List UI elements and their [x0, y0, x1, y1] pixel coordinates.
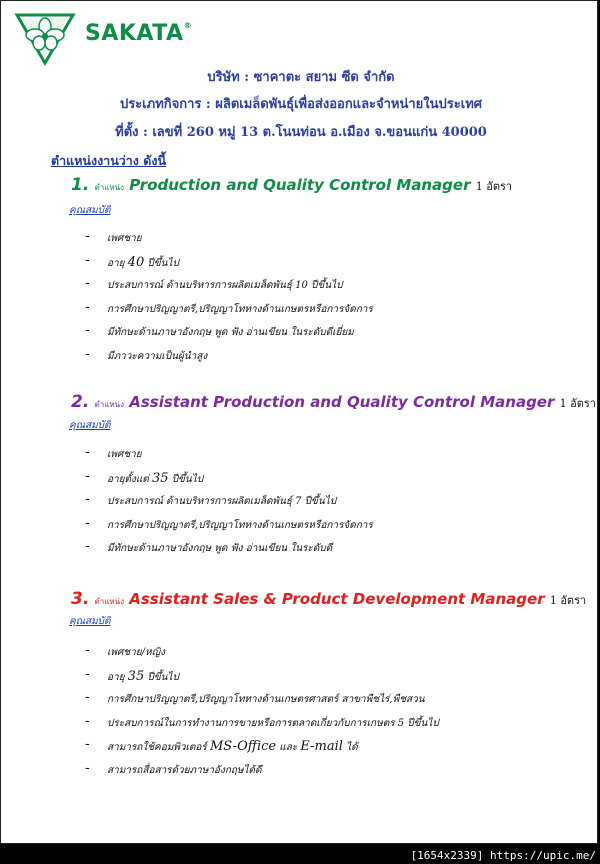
qualification-label-3: คุณสมบัติ [69, 616, 111, 627]
list-item: - ประสบการณ์ ด้านบริหารการผลิตเมล็ดพันธุ์ 7 ปีขึ้นไป [85, 494, 373, 518]
list-item: - อายุ 35 ปีขึ้นไป [85, 669, 439, 693]
list-item: - อายุตั้งแต่ 35 ปีขึ้นไป [85, 471, 373, 495]
business-type: ประเภทกิจการ : ผลิตเมล็ดพันธุ์เพื่อส่งออกและจำหน่ายในประเทศ [119, 97, 483, 112]
list-item: - เพศชาย [85, 447, 373, 471]
list-item: - มีทักษะด้านภาษาอังกฤษ พูด ฟัง อ่านเขียน ในระดับดีเยี่ยม [85, 325, 373, 349]
qualification-list-3 [85, 645, 439, 786]
list-item: - ประสบการณ์ ด้านบริหารการผลิตเมล็ดพันธุ์ 10 ปีขึ้นไป [85, 278, 373, 302]
list-item: - เพศชาย [85, 231, 373, 255]
job-title-2: 2. ตำแหน่ง Assistant Production and Quality Control Manager 1 อัตรา [71, 392, 596, 412]
list-item: - มีทักษะด้านภาษาอังกฤษ พูด ฟัง อ่านเขียน ในระดับดี [85, 541, 373, 565]
job-title-1: 1. ตำแหน่ง Production and Quality Control Manager 1 อัตรา [71, 175, 513, 195]
company-name: บริษัท : ซาคาตะ สยาม ซีด จำกัด [207, 70, 395, 85]
brand-name: SAKATA® [85, 21, 193, 46]
list-item: - การศึกษาปริญญาตรี,ปริญญาโททางด้านเกษตรศาสตร์ สาขาพืชไร่,พืชสวน [85, 692, 439, 716]
list-item: - การศึกษาปริญญาตรี,ปริญญาโททางด้านเกษตรหรือการจัดการ [85, 518, 373, 542]
list-item: - สามารถใช้คอมพิวเตอร์ MS-Office และ E-mail ได้ [85, 739, 439, 763]
qualification-list-1 [85, 231, 373, 372]
list-item: - อายุ 40 ปีขึ้นไป [85, 255, 373, 279]
sakata-flower-logo-icon [13, 11, 77, 67]
job-title-3: 3. ตำแหน่ง Assistant Sales & Product Development Manager 1 อัตรา [71, 589, 587, 609]
company-address: ที่ตั้ง : เลขที่ 260 หมู่ 13 ต.โนนท่อน อ.เมือง จ.ขอนแก่น 40000 [115, 125, 487, 140]
qualification-label-2: คุณสมบัติ [69, 420, 111, 431]
list-item: - การศึกษาปริญญาตรี,ปริญญาโททางด้านเกษตรหรือการจัดการ [85, 302, 373, 326]
vacancy-heading: ตำแหน่งงานว่าง ดังนี้ [51, 153, 167, 168]
image-source-footer: [1654x2339] https://upic.me/ [410, 849, 596, 862]
qualification-label-1: คุณสมบัติ [69, 205, 111, 216]
list-item: - มีภาวะความเป็นผู้นำสูง [85, 349, 373, 373]
list-item: - ประสบการณ์ในการทำงานการขายหรือการตลาดเกี่ยวกับการเกษตร 5 ปีขึ้นไป [85, 716, 439, 740]
list-item: - เพศชาย/หญิง [85, 645, 439, 669]
list-item: - สามารถสื่อสารด้วยภาษาอังกฤษได้ดี [85, 763, 439, 787]
qualification-list-2 [85, 447, 373, 565]
